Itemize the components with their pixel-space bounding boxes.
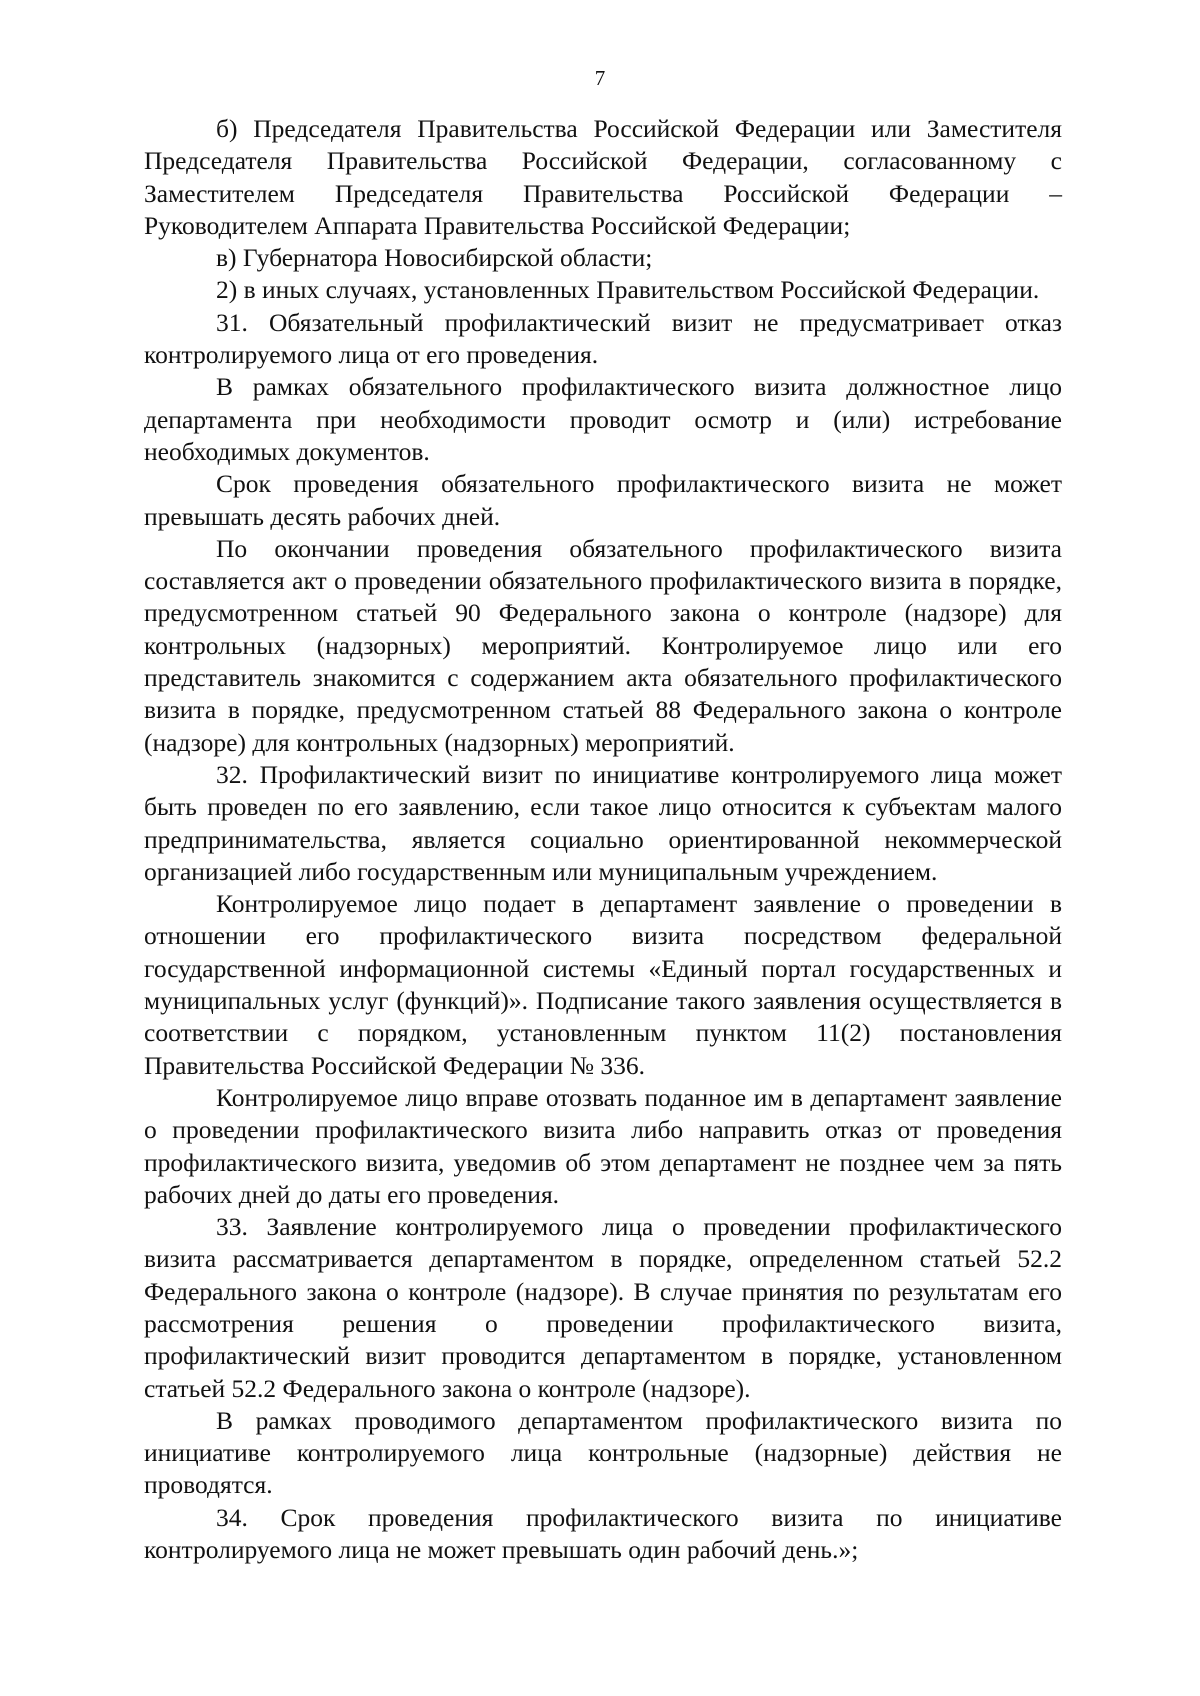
page-number: 7 [594,66,606,90]
paragraph-32-withdrawal: Контролируемое лицо вправе отозвать поданное им в департамент заявление о проведении профилактического визита либо направить отказ от проведения профилактического визита, уведомив об этом департамент не позднее чем за пять рабочих дней до даты его проведения. [144,1082,1062,1209]
paragraph-34: 34. Срок проведения профилактического визита по инициативе контролируемого лица не может превышать один рабочий день.»; [144,1502,1062,1565]
paragraph-33-no-actions: В рамках проводимого департаментом профилактического визита по инициативе контролируемого лица контрольные (надзорные) действия не проводятся. [144,1405,1062,1500]
paragraph-31-duration: Срок проведения обязательного профилактического визита не может превышать десять рабочих дней. [144,469,1062,531]
paragraph-32: 32. Профилактический визит по инициативе контролируемого лица может быть проведен по его заявлению, если такое лицо относится к субъектам малого предпринимательства, является социально ориентированной некоммерческой организацией либо государственным или муниципальным учреждением. [144,759,1062,886]
document-body [144,113,1062,1566]
paragraph-31-inspection: В рамках обязательного профилактического визита должностное лицо департамента при необходимости проводит осмотр и (или) истребование необходимых документов. [144,372,1062,466]
paragraph-b-chairman: б) Председателя Правительства Российской Федерации или Заместителя Председателя Правительства Российской Федерации, согласованному с Заместителем Председателя Правительства Российской Федерации – Руководителем Аппарата Правительства Российской Федерации; [144,114,1062,240]
paragraph-31: 31. Обязательный профилактический визит не предусматривает отказ контролируемого лица от его проведения. [144,307,1062,370]
paragraph-31-act: По окончании проведения обязательного профилактического визита составляется акт о проведении обязательного профилактического визита в порядке, предусмотренном статьей 90 Федерального закона о контроле (надзоре) для контрольных (надзорных) мероприятий. Контролируемое лицо или его представитель знакомится с содержанием акта обязательного профилактического визита в порядке, предусмотренном статьей 88 Федерального закона о контроле (надзоре) для контрольных (надзорных) мероприятий. [144,533,1062,757]
paragraph-v-governor: в) Губернатора Новосибирской области; [216,243,653,273]
paragraph-32-application: Контролируемое лицо подает в департамент заявление о проведении в отношении его профилактического визита посредством федеральной государственной информационной системы «Единый портал государственных и муниципальных услуг (функций)». Подписание такого заявления осуществляется в соответствии с порядком, установленным пунктом 11(2) постановления Правительства Российской Федерации № 336. [144,889,1062,1080]
paragraph-33: 33. Заявление контролируемого лица о проведении профилактического визита рассматривается департаментом в порядке, определенном статьей 52.2 Федерального закона о контроле (надзоре). В случае принятия по результатам его рассмотрения решения о проведении профилактического визита, профилактический визит проводится департаментом в порядке, установленном статьей 52.2 Федерального закона о контроле (надзоре). [144,1212,1062,1403]
paragraph-2-other-cases: 2) в иных случаях, установленных Правительством Российской Федерации. [216,275,1040,305]
